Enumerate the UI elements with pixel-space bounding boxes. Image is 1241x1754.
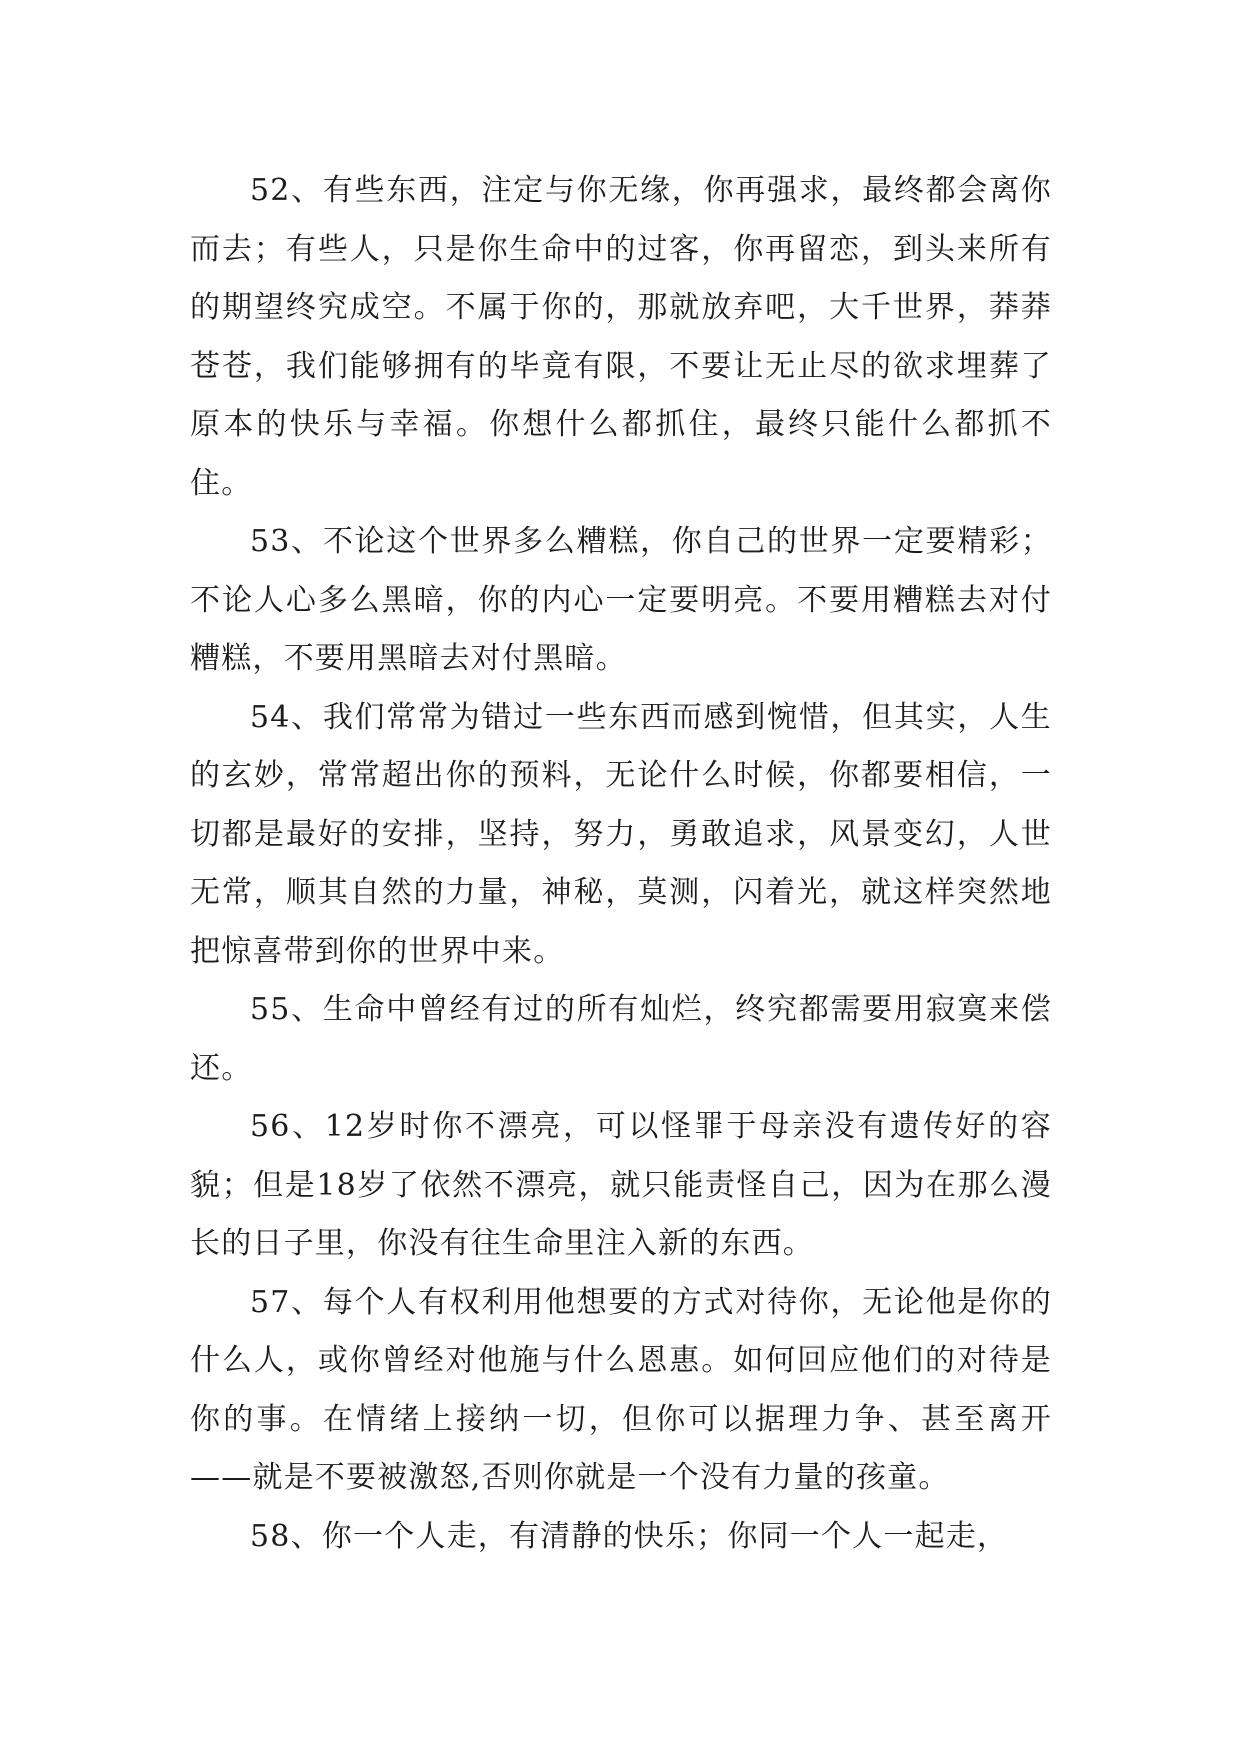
document-body: [190, 162, 1052, 1566]
paragraph-58: 58、你一个人走，有清静的快乐；你同一个人一起走，: [250, 1518, 1009, 1554]
paragraph-52: 52、有些东西，注定与你无缘，你再强求，最终都会离你而去；有些人，只是你生命中的过客，你再留恋，到头来所有的期望终究成空。不属于你的，那就放弃吧，大千世界，莽莽苍苍，我们能够拥有的毕竟有限，不要让无止尽的欲求埋葬了原本的快乐与幸福。你想什么都抓住，最终只能什么都抓不住。: [190, 173, 1052, 501]
paragraph-57: 57、每个人有权利用他想要的方式对待你，无论他是你的什么人，或你曾经对他施与什么恩惠。如何回应他们的对待是你的事。在情绪上接纳一切，但你可以据理力争、甚至离开——就是不要被激怒,否则你就是一个没有力量的孩童。: [190, 1284, 1052, 1495]
paragraph-53: 53、不论这个世界多么糟糕，你自己的世界一定要精彩；不论人心多么黑暗，你的内心一定要明亮。不要用糟糕去对付糟糕，不要用黑暗去对付黑暗。: [190, 524, 1052, 676]
paragraph-56: 56、12岁时你不漂亮，可以怪罪于母亲没有遗传好的容貌；但是18岁了依然不漂亮，就只能责怪自己，因为在那么漫长的日子里，你没有往生命里注入新的东西。: [190, 1109, 1052, 1261]
paragraph-55: 55、生命中曾经有过的所有灿烂，终究都需要用寂寞来偿还。: [190, 992, 1052, 1086]
paragraph-54: 54、我们常常为错过一些东西而感到惋惜，但其实，人生的玄妙，常常超出你的预料，无论什么时候，你都要相信，一切都是最好的安排，坚持，努力，勇敢追求，风景变幻，人世无常，顺其自然的力量，神秘，莫测，闪着光，就这样突然地把惊喜带到你的世界中来。: [190, 699, 1052, 969]
